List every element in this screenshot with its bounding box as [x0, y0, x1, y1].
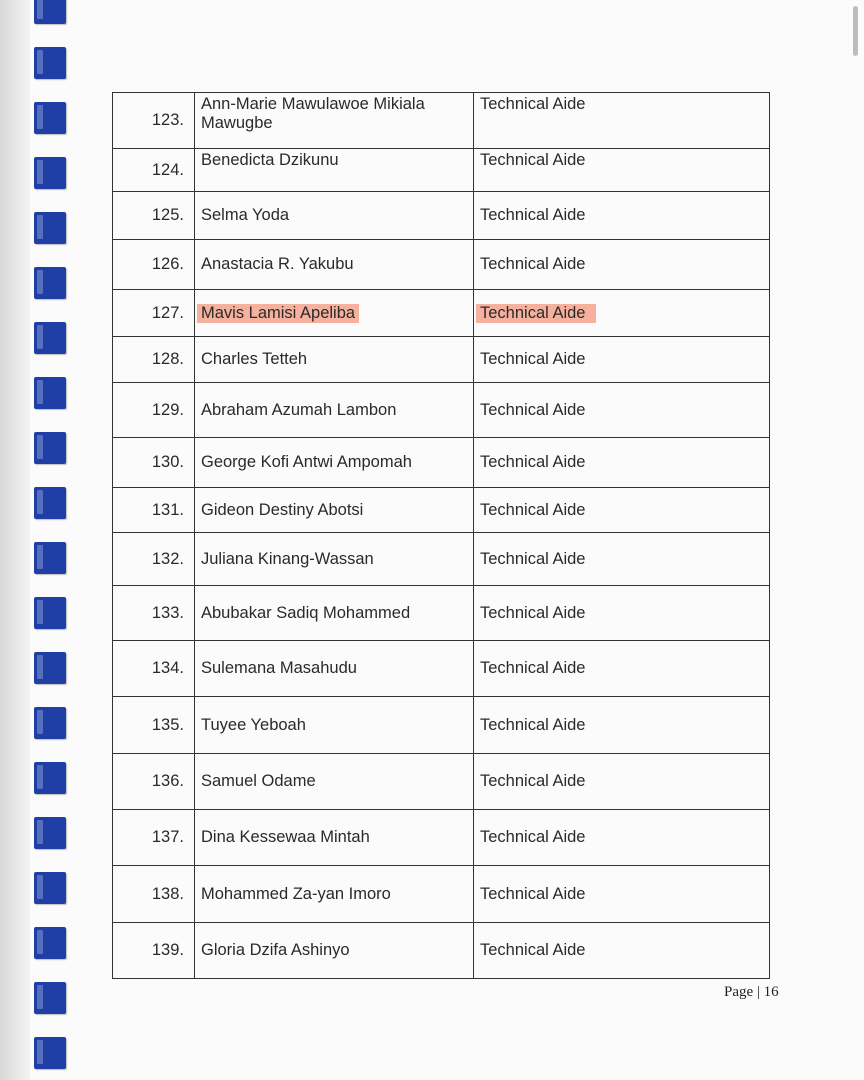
row-number: 125.	[113, 192, 195, 240]
table-row	[113, 192, 770, 240]
staff-name: Mohammed Za-yan Imoro	[195, 866, 474, 923]
binding-coil	[34, 377, 66, 409]
binding-coil	[34, 102, 66, 134]
row-number: 135.	[113, 697, 195, 754]
staff-title: Technical Aide	[474, 438, 770, 488]
staff-title: Technical Aide	[474, 810, 770, 866]
binding-coil	[34, 1037, 66, 1069]
table-row-highlighted	[113, 290, 770, 337]
binding-coil	[34, 597, 66, 629]
table-row	[113, 149, 770, 192]
row-number: 138.	[113, 866, 195, 923]
binding-coil	[34, 707, 66, 739]
row-number: 129.	[113, 383, 195, 438]
row-number: 137.	[113, 810, 195, 866]
staff-title: Technical Aide	[474, 533, 770, 586]
staff-name: Ann-Marie Mawulawoe Mikiala Mawugbe	[195, 93, 474, 149]
staff-name-cell	[195, 290, 474, 337]
binding-coil	[34, 487, 66, 519]
staff-name: Juliana Kinang-Wassan	[195, 533, 474, 586]
staff-title: Technical Aide	[474, 337, 770, 383]
staff-title: Technical Aide	[474, 192, 770, 240]
row-number: 133.	[113, 586, 195, 641]
table-row	[113, 93, 770, 149]
staff-name: Dina Kessewaa Mintah	[195, 810, 474, 866]
table-row	[113, 810, 770, 866]
table-row	[113, 533, 770, 586]
staff-name: Anastacia R. Yakubu	[195, 240, 474, 290]
staff-title: Technical Aide	[474, 697, 770, 754]
table-row	[113, 383, 770, 438]
staff-title-cell	[474, 290, 770, 337]
binding-coil	[34, 762, 66, 794]
row-number: 126.	[113, 240, 195, 290]
row-number: 134.	[113, 641, 195, 697]
binding-coil	[34, 432, 66, 464]
binding-coil	[34, 817, 66, 849]
spiral-binding	[0, 0, 72, 1080]
staff-name: Gloria Dzifa Ashinyo	[195, 923, 474, 979]
staff-title: Technical Aide	[474, 93, 770, 149]
staff-title: Technical Aide	[474, 754, 770, 810]
staff-name: Gideon Destiny Abotsi	[195, 488, 474, 533]
staff-title: Technical Aide	[474, 383, 770, 438]
row-number: 131.	[113, 488, 195, 533]
table-row	[113, 697, 770, 754]
row-number: 136.	[113, 754, 195, 810]
table-row	[113, 488, 770, 533]
binding-coil	[34, 542, 66, 574]
row-number: 127.	[113, 290, 195, 337]
staff-name: Benedicta Dzikunu	[195, 149, 474, 192]
staff-title: Technical Aide	[474, 641, 770, 697]
binding-coil	[34, 982, 66, 1014]
staff-title: Technical Aide	[474, 866, 770, 923]
row-number: 123.	[113, 93, 195, 149]
staff-title: Technical Aide	[474, 923, 770, 979]
binding-coil	[34, 652, 66, 684]
table-row	[113, 438, 770, 488]
table-row	[113, 586, 770, 641]
staff-name: Abubakar Sadiq Mohammed	[195, 586, 474, 641]
binding-coil	[34, 267, 66, 299]
staff-name: Selma Yoda	[195, 192, 474, 240]
staff-title: Technical Aide	[474, 586, 770, 641]
table-row	[113, 923, 770, 979]
binding-coil	[34, 927, 66, 959]
staff-name: Abraham Azumah Lambon	[195, 383, 474, 438]
staff-name-highlighted: Mavis Lamisi Apeliba	[197, 304, 359, 323]
staff-table	[112, 92, 770, 979]
row-number: 132.	[113, 533, 195, 586]
staff-name: George Kofi Antwi Ampomah	[195, 438, 474, 488]
staff-name: Charles Tetteh	[195, 337, 474, 383]
row-number: 130.	[113, 438, 195, 488]
binding-coil	[34, 0, 66, 24]
table-row	[113, 754, 770, 810]
staff-title: Technical Aide	[474, 149, 770, 192]
table-row	[113, 641, 770, 697]
row-number: 139.	[113, 923, 195, 979]
row-number: 124.	[113, 149, 195, 192]
scrollbar-thumb[interactable]	[853, 6, 858, 56]
binding-coil	[34, 322, 66, 354]
binding-coil	[34, 157, 66, 189]
binding-coil	[34, 212, 66, 244]
staff-title-highlighted: Technical Aide	[476, 304, 596, 323]
row-number: 128.	[113, 337, 195, 383]
page-number: Page | 16	[724, 984, 779, 1000]
binding-coil	[34, 47, 66, 79]
staff-title: Technical Aide	[474, 488, 770, 533]
staff-name: Samuel Odame	[195, 754, 474, 810]
table-row	[113, 337, 770, 383]
table-row	[113, 866, 770, 923]
table-row	[113, 240, 770, 290]
binding-coil	[34, 872, 66, 904]
staff-name: Sulemana Masahudu	[195, 641, 474, 697]
staff-name: Tuyee Yeboah	[195, 697, 474, 754]
staff-title: Technical Aide	[474, 240, 770, 290]
